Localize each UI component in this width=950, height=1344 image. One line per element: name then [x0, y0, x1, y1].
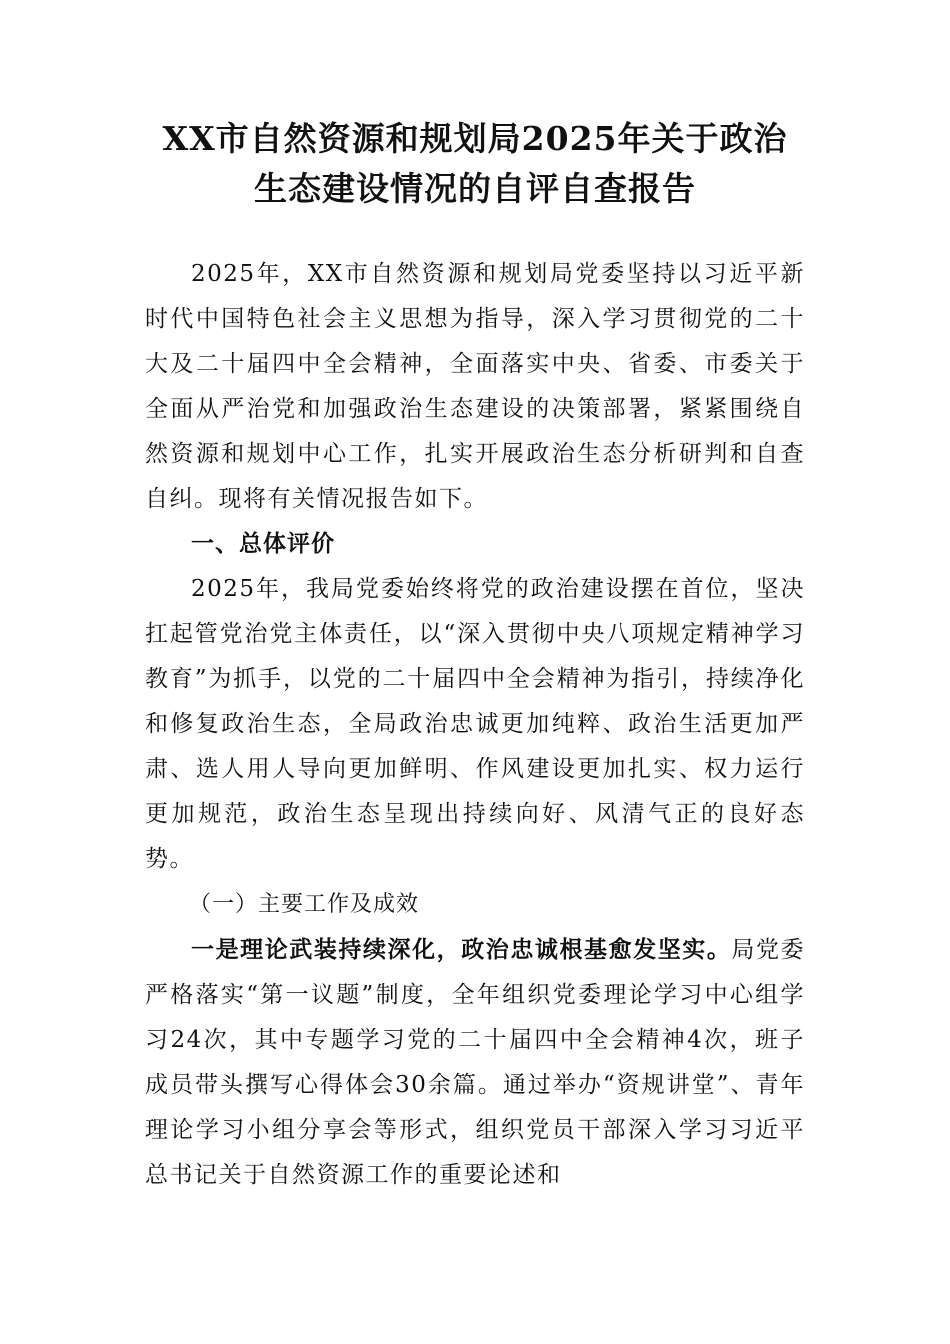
document-title	[100, 114, 850, 214]
point-one-paragraph	[145, 927, 805, 1198]
intro-paragraph: 2025年，XX市自然资源和规划局党委坚持以习近平新时代中国特色社会主义思想为指导，深入学习贯彻党的二十大及二十届四中全会精神，全面落实中央、省委、市委关于全面从严治党和加强政治生态建设的决策部署，紧紧围绕自然资源和规划中心工作，扎实开展政治生态分析研判和自查自纠。现将有关情况报告如下。	[145, 261, 805, 512]
title-line-1: XX市自然资源和规划局2025年关于政治	[162, 119, 788, 158]
subsection-heading-main-work: （一）主要工作及成效	[189, 892, 420, 917]
document-body	[145, 252, 805, 1198]
overall-evaluation-paragraph: 2025年，我局党委始终将党的政治建设摆在首位，坚决扛起管党治党主体责任，以“深入贯彻中央八项规定精神学习教育”为抓手，以党的二十届四中全会精神为指引，持续净化和修复政治生态，全局政治忠诚更加纯粹、政治生活更加严肃、选人用人导向更加鲜明、作风建设更加扎实、权力运行更加规范，政治生态呈现出持续向好、风清气正的良好态势。	[145, 576, 805, 872]
point-one-lead: 一是理论武装持续深化，政治忠诚根基愈发坚实。	[191, 936, 732, 963]
point-one-text: 局党委严格落实“第一议题”制度，全年组织党委理论学习中心组学习24次，其中专题学习党的二十届四中全会精神4次，班子成员带头撰写心得体会30余篇。通过举办“资规讲堂”、青年理论学习小组分享会等形式，组织党员干部深入学习习近平总书记关于自然资源工作的重要论述和	[145, 937, 805, 1188]
title-line-2: 生态建设情况的自评自查报告	[254, 169, 696, 208]
section-heading-overall-evaluation: 一、总体评价	[191, 531, 335, 557]
